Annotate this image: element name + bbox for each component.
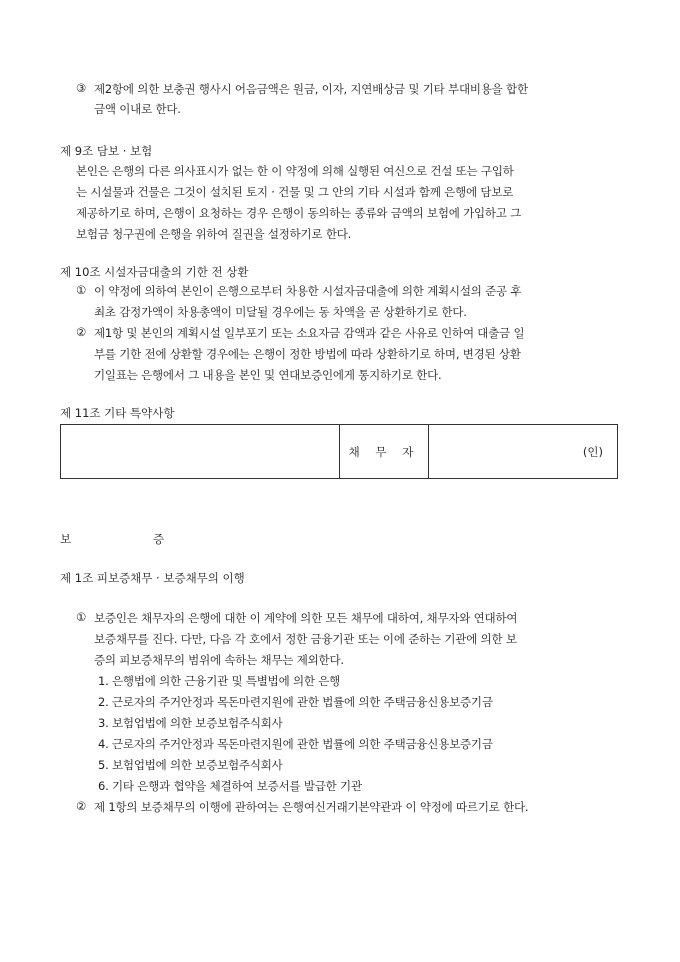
sub-item: 6. 기타 은행과 협약을 체결하여 보증서를 발급한 기관 <box>98 779 362 793</box>
text-line: 제 1항의 보증채무의 이행에 관하여는 은행여신거래기본약관과 이 약정에 따르기로 한다. <box>94 800 529 814</box>
article-11-title: 제 11조 기타 특약사항 <box>60 406 175 420</box>
item-marker: ③ <box>76 81 87 95</box>
text-line: 보증채무를 진다. 다만, 다음 각 호에서 정한 금융기관 또는 이에 준하는 기관에 의한 보 <box>94 632 517 646</box>
debtor-label: 채 무 자 <box>340 425 429 479</box>
text-line: 제1항 및 본인의 계획시설 일부포기 또는 소요자금 감액과 같은 사유로 인하여 대출금 일 <box>94 326 525 340</box>
sub-item: 4. 근로자의 주거안정과 목돈마련지원에 관한 법률에 의한 주택금융신용보증기금 <box>98 737 493 751</box>
sub-item: 2. 근로자의 주거안정과 목돈마련지원에 관한 법률에 의한 주택금융신용보증기금 <box>98 695 493 709</box>
debtor-seal-cell[interactable]: (인) <box>429 425 618 479</box>
text-line: 기일표는 은행에서 그 내용을 본인 및 연대보증인에게 통지하기로 한다. <box>94 368 442 382</box>
text-line: 최초 감정가액이 차용총액이 미달될 경우에는 동 차액을 곧 상환하기로 한다. <box>94 305 467 319</box>
special-terms-table <box>60 424 618 479</box>
text-line: 제공하기로 하며, 은행이 요청하는 경우 은행이 동의하는 종류와 금액의 보험에 가입하고 그 <box>76 206 522 220</box>
text-line: 보증인은 채무자의 은행에 대한 이 계약에 의한 모든 채무에 대하여, 채무자와 연대하여 <box>94 611 518 625</box>
text-line: 는 시설물과 건물은 그것이 설치된 토지 · 건물 및 그 안의 기타 시설과 함께 은행에 담보로 <box>76 185 514 199</box>
item-marker: ② <box>76 325 87 339</box>
article-9-title: 제 9조 담보 · 보험 <box>60 144 153 158</box>
special-terms-cell[interactable] <box>61 425 340 479</box>
guarantee-heading-left: 보 <box>60 532 72 546</box>
guarantee-heading-right: 증 <box>153 532 165 546</box>
guarantee-article-1-title: 제 1조 피보증채무 · 보증채무의 이행 <box>60 571 245 585</box>
item-marker: ② <box>76 799 87 813</box>
text-line: 증의 피보증채무의 범위에 속하는 채무는 제외한다. <box>94 653 344 667</box>
text-line: 금액 이내로 한다. <box>94 102 181 116</box>
item-marker: ① <box>76 610 87 624</box>
item-marker: ① <box>76 283 87 297</box>
text-line: 본인은 은행의 다른 의사표시가 없는 한 이 약정에 의해 실행된 여신으로 건설 또는 구입하 <box>76 164 514 178</box>
text-line: 제2항에 의한 보충권 행사시 어음금액은 원금, 이자, 지연배상금 및 기타 부대비용을 합한 <box>94 82 528 96</box>
text-line: 보험금 청구권에 은행을 위하여 질권을 설정하기로 한다. <box>76 227 352 241</box>
sub-item: 3. 보험업법에 의한 보증보험주식회사 <box>98 716 283 730</box>
article-10-title: 제 10조 시설자금대출의 기한 전 상환 <box>60 265 249 279</box>
sub-item: 5. 보험업법에 의한 보증보험주식회사 <box>98 758 283 772</box>
sub-item: 1. 은행법에 의한 근융기관 및 특별법에 의한 은행 <box>98 674 341 688</box>
text-line: 이 약정에 의하여 본인이 은행으로부터 차용한 시설자금대출에 의한 계획시설의 준공 후 <box>94 284 522 298</box>
text-line: 부를 기한 전에 상환할 경우에는 은행이 정한 방법에 따라 상환하기로 하며, 변경된 상환 <box>94 347 521 361</box>
